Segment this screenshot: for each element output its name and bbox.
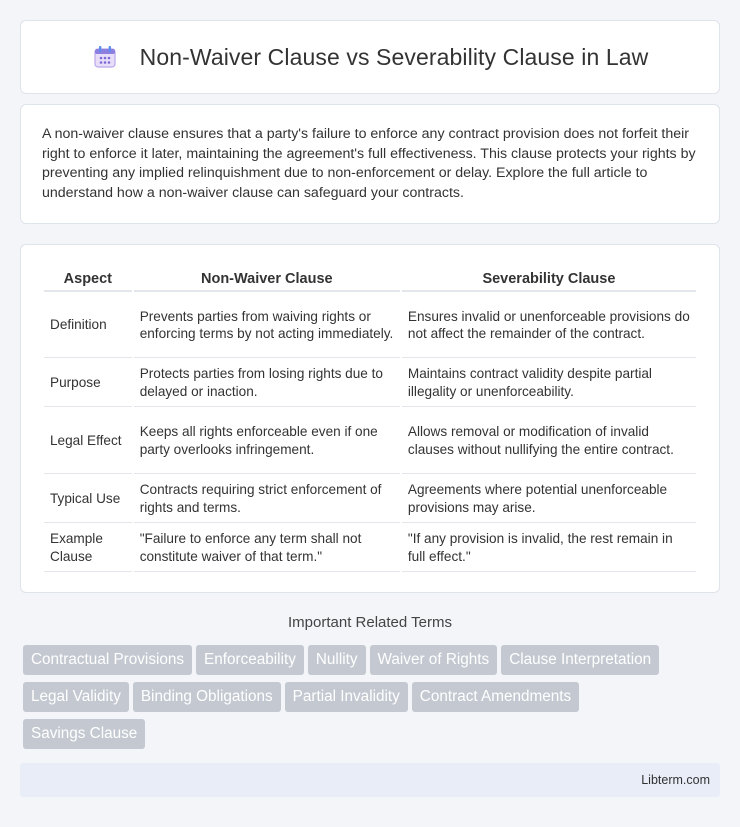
related-term-tag[interactable]: Nullity: [308, 645, 366, 675]
related-term-tag[interactable]: Binding Obligations: [133, 682, 281, 712]
footer-site-link[interactable]: Libterm.com: [641, 773, 710, 787]
row-non-waiver: "Failure to enforce any term shall not constitute waiver of that term.": [134, 523, 400, 572]
related-terms-title: Important Related Terms: [288, 614, 452, 631]
table-row: [44, 474, 696, 523]
table-row: [44, 407, 696, 474]
row-aspect: Legal Effect: [44, 407, 132, 474]
comparison-card: [20, 244, 720, 593]
related-terms-list: [23, 645, 723, 756]
row-severability: Allows removal or modification of invalid clauses without nullifying the entire contract.: [402, 407, 696, 474]
table-header-row: [44, 265, 696, 292]
row-severability: Maintains contract validity despite partial illegality or unenforceability.: [402, 358, 696, 407]
related-term-tag[interactable]: Contract Amendments: [412, 682, 579, 712]
row-severability: "If any provision is invalid, the rest remain in full effect.": [402, 523, 696, 572]
related-term-tag[interactable]: Partial Invalidity: [285, 682, 408, 712]
table-row: [44, 292, 696, 358]
row-non-waiver: Keeps all rights enforceable even if one party overlooks infringement.: [134, 407, 400, 474]
row-non-waiver: Contracts requiring strict enforcement of rights and terms.: [134, 474, 400, 523]
page-title: Non-Waiver Clause vs Severability Clause in Law: [139, 43, 649, 70]
row-non-waiver: Prevents parties from waiving rights or enforcing terms by not acting immediately.: [134, 292, 400, 358]
row-aspect: Typical Use: [44, 474, 132, 523]
intro-card: [20, 104, 720, 224]
comparison-table: [42, 265, 698, 572]
table-row: [44, 358, 696, 407]
header-non-waiver: Non-Waiver Clause: [134, 265, 400, 292]
intro-text: A non-waiver clause ensures that a party's failure to enforce any contract provision does not forfeit their right to enforce it later, maintaining the agreement's full effectiveness. This clause protects your rights by preventing any implied relinquishment due to non-enforcement or delay. Explore the full article to understand how a non-waiver clause can safeguard your contracts.: [42, 126, 696, 201]
row-aspect: Purpose: [44, 358, 132, 407]
row-non-waiver: Protects parties from losing rights due to delayed or inaction.: [134, 358, 400, 407]
table-row: [44, 523, 696, 572]
footer: [20, 763, 720, 797]
row-severability: Ensures invalid or unenforceable provisions do not affect the remainder of the contract.: [402, 292, 696, 358]
header-severability: Severability Clause: [402, 265, 696, 292]
row-severability: Agreements where potential unenforceable provisions may arise.: [402, 474, 696, 523]
related-term-tag[interactable]: Waiver of Rights: [370, 645, 498, 675]
related-term-tag[interactable]: Legal Validity: [23, 682, 129, 712]
related-term-tag[interactable]: Enforceability: [196, 645, 304, 675]
row-aspect: Example Clause: [44, 523, 132, 572]
row-aspect: Definition: [44, 292, 132, 358]
related-term-tag[interactable]: Clause Interpretation: [501, 645, 659, 675]
header-card: [20, 20, 720, 94]
related-term-tag[interactable]: Savings Clause: [23, 719, 145, 749]
calendar-icon: [92, 44, 118, 70]
header-aspect: Aspect: [44, 265, 132, 292]
related-term-tag[interactable]: Contractual Provisions: [23, 645, 192, 675]
